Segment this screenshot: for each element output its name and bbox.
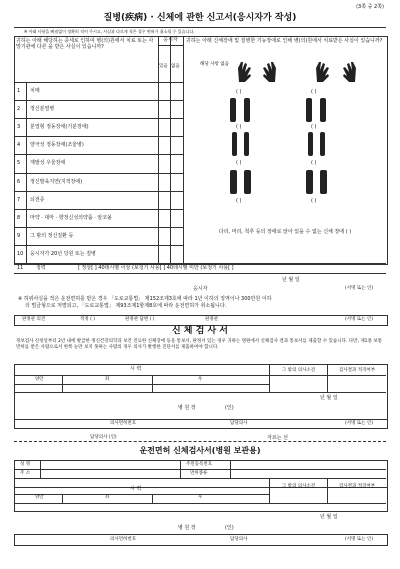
s3-hospital-seal: (인) [225, 525, 234, 531]
condition-number: 3 [17, 124, 21, 131]
hospital-label: 병 원 장 [178, 405, 196, 411]
s3-eye-right: 우 [198, 495, 203, 500]
warning-line-1: ※ 허위사실을 적은 운전면허를 받은 경우 「도로교통법」 제152조제3호에 따라 1년 이하의 징역이나 300만원 이하 [18, 296, 272, 302]
condition-yes-checkbox[interactable] [159, 103, 169, 115]
result-header: 검사결과 적격여부 [338, 368, 376, 373]
applicant-sign: (서명 또는 인) [345, 286, 374, 291]
condition-no-checkbox[interactable] [171, 248, 181, 260]
eyesight-header: 시 력 [130, 366, 142, 372]
yn-header: 응시자 [163, 37, 178, 43]
body-diagram [186, 60, 384, 225]
hearing-header: 그 밖의 의사소견 [281, 368, 316, 373]
svg-text:( ): ( ) [311, 160, 317, 166]
hands-icon [238, 62, 356, 82]
s3-eye-both: 양안 [35, 495, 44, 500]
condition-label: 정신분열병 [30, 106, 55, 113]
condition-number: 2 [17, 106, 21, 113]
condition-label: 응시자가 20년 당원 또는 질병 [30, 250, 96, 257]
s3-eyesight-header: 시 력 [130, 486, 142, 492]
condition-number: 1 [17, 88, 21, 94]
condition-no-checkbox[interactable] [171, 157, 181, 169]
warning-line-2: 의 벌금형으로 처벌되고, 「도로교통법」 제93조제1항제8호에 따라 운전면허가 취소됩니다. [25, 302, 227, 309]
condition-no-checkbox[interactable] [171, 230, 181, 242]
s3-doctor-license: 의사면허번호 [110, 537, 137, 542]
eye-sub-right: 우 [198, 377, 203, 382]
cut-line [14, 441, 386, 442]
condition-yes-checkbox[interactable] [159, 230, 169, 242]
yes-label: 있음 [159, 64, 168, 69]
condition-number: 8 [17, 214, 21, 221]
body-caption-2: 다리, 머리, 척추 등의 장애로 앉아 있을 수 없는 신체 장애 ( ) [218, 229, 352, 235]
s3-date: 년 월 일 [320, 514, 338, 520]
svg-text:( ): ( ) [311, 198, 317, 204]
s3-eye-left: 좌 [105, 495, 110, 500]
exam-date: 년 월 일 [320, 395, 338, 401]
svg-text:( ): ( ) [236, 198, 242, 204]
condition-yes-checkbox[interactable] [159, 121, 169, 133]
condition-no-checkbox[interactable] [171, 139, 181, 151]
section2-intro: 정보검사 신청일부터 2년 내에 발급한 정신건강의학과 보건 진료한 신체장애 등을 통보서, 판정서 있는 경우 귀하는 병원에서 신체검사 결과 통보서를 제출할 수 있습니다. 다만, 제1종 보통면허를 받은 사람으로서 한쪽 눈만 보지 못하는 사람의 경우 의사가 발행한 진단서를 제출하여야 합니다. [16, 339, 383, 350]
condition-number: 10 [17, 250, 24, 257]
left-header: 귀하는 아래 해당하는 증세로 인하여 병(의)원에서 치료 또는 사망기관에 다른 을 받은 사실이 있습니까? [16, 38, 154, 50]
condition-yes-checkbox[interactable] [159, 176, 169, 188]
condition-label: 마약 · 대마 · 향정신성의약품 · 알코올 [30, 214, 112, 221]
s3-license-label: 면허종류 [190, 471, 208, 476]
condition-number: 6 [17, 178, 21, 185]
s3-doctor-row [14, 534, 388, 546]
condition-label: 분열형 정동장애(기분장애) [30, 124, 89, 131]
condition-label: 정신발육지연(지적장애) [30, 178, 83, 185]
condition-number: 9 [17, 232, 21, 239]
s3-hearing-header: 그 밖의 의사소견 [281, 484, 316, 489]
doctor-sign-bottom: 담당의사 (인) [90, 435, 117, 440]
condition-no-checkbox[interactable] [171, 103, 181, 115]
page-indicator: (3쪽 중 2쪽) [356, 4, 384, 10]
doctor-license: 의사면허번호 [110, 421, 137, 426]
condition-yes-checkbox[interactable] [159, 85, 169, 97]
applicant-label: 응시자 [193, 286, 208, 292]
condition-label: 그 밖의 정신질환 등 [30, 232, 74, 239]
condition-label: 뇌전증 [30, 196, 45, 203]
form-note: ※ 아래 사항을 빠짐없이 정확히 적어 주시고, 사실과 다르게 적은 경우 면허가 취소될 수 있습니다. [24, 29, 195, 34]
cut-line-label: 자르는 선 [267, 435, 288, 441]
row11-number: 11 [17, 265, 24, 271]
condition-yes-checkbox[interactable] [159, 212, 169, 224]
condition-yes-checkbox[interactable] [159, 157, 169, 169]
judge-b: 판정관 답변 ( ) [125, 317, 155, 322]
svg-text:( ): ( ) [236, 160, 242, 166]
judge-c: 판정관 [205, 317, 219, 322]
s3-hospital-label: 병 원 장 [178, 525, 196, 531]
svg-text:( ): ( ) [236, 89, 242, 95]
row11-label: 청력 [36, 265, 46, 271]
date-line: 년 월 일 [282, 277, 300, 283]
condition-no-checkbox[interactable] [171, 121, 181, 133]
legs-icon [230, 170, 327, 194]
doctor-row [14, 418, 388, 429]
condition-yes-checkbox[interactable] [159, 139, 169, 151]
s3-result-header: 검사결과 적격여부 [338, 484, 376, 489]
condition-label: 치매 [30, 88, 40, 94]
svg-text:( ): ( ) [236, 124, 242, 130]
condition-number: 4 [17, 142, 21, 149]
form-title: 질병(疾病) · 신체에 관한 신고서(응시자가 작성) [103, 13, 297, 23]
condition-yes-checkbox[interactable] [159, 248, 169, 260]
s3-doctor-sign: (서명 또는 인) [345, 537, 374, 542]
condition-no-checkbox[interactable] [171, 194, 181, 206]
hospital-seal: (인) [225, 405, 234, 411]
condition-yes-checkbox[interactable] [159, 194, 169, 206]
s3-doctor-label: 담당의사 [230, 537, 248, 542]
svg-text:( ): ( ) [311, 89, 317, 95]
warning-text [18, 296, 388, 309]
condition-no-checkbox[interactable] [171, 85, 181, 97]
judge-row [14, 315, 388, 326]
condition-no-checkbox[interactable] [171, 176, 181, 188]
s3-resident-label: 주민등록번호 [186, 462, 213, 467]
condition-label: 재발성 우울장애 [30, 160, 66, 167]
condition-number: 7 [17, 196, 21, 203]
right-header: 귀하는 아래 신체장애 및 질병한 기능장애로 인해 병(의)원에서 치료받은 사실이 있습니까? [186, 38, 383, 44]
doctor-sign: (서명 또는 인) [345, 421, 374, 426]
eye-sub-left: 좌 [105, 377, 110, 382]
condition-number: 5 [17, 160, 21, 167]
no-label: 없음 [171, 64, 180, 69]
judge-label: 판정관 의견 [22, 317, 46, 322]
judge-a: 적정 ( ) [80, 317, 96, 322]
s3-address-label: 주 소 [20, 471, 31, 476]
eye-sub-both: 양안 [35, 377, 44, 382]
row11-options: [ 정상[ ] 40데시벨 이상 (보청기 사용[ ] 40데시벨 미만 (보청기 사용[ ] [78, 265, 234, 271]
body-caption-1: 해당 사항 없음 [200, 62, 229, 67]
svg-text:( ): ( ) [311, 124, 317, 130]
condition-no-checkbox[interactable] [171, 212, 181, 224]
s3-name-label: 성 명 [20, 462, 31, 467]
section3-title: 운전면허 신체검사서(병원 보관용) [139, 446, 261, 455]
judge-sign: (서명 또는 인) [345, 317, 374, 322]
section2-title: 신 체 검 사 서 [171, 326, 228, 336]
doctor-label: 담당의사 [230, 421, 248, 426]
condition-label: 양극성 정동장애(조울병) [30, 142, 84, 149]
